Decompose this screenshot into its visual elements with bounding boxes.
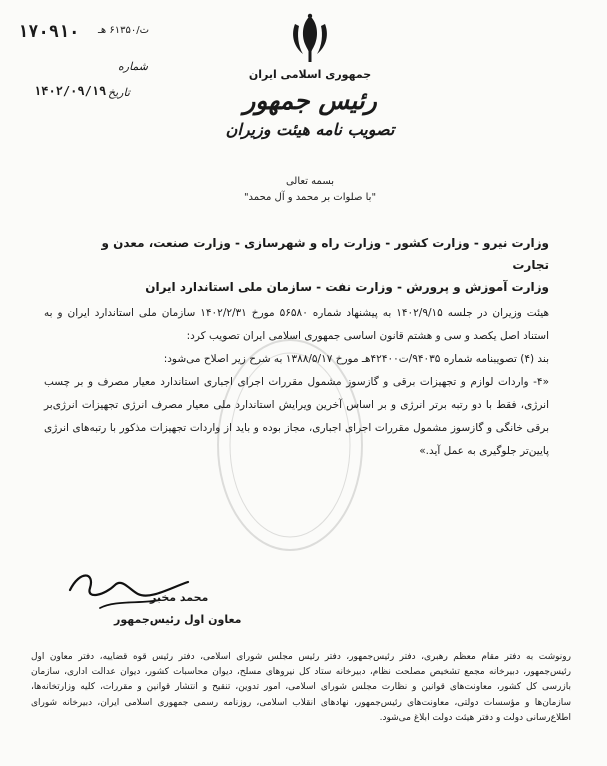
president-heading: رئیس جمهور bbox=[243, 86, 377, 115]
body-paragraph: «۴- واردات لوازم و تجهیزات برقی و گازسوز مشمول مقررات اجرای اجباری استاندارد معیار مصرف و بر چسب انرژی، فقط با دو رتبه برتر انرژی و بر اساس آخرین ویرایش استاندارد ملی معیار مصرف انرژی تجهیزات انرژی‌بر برقی خانگی و گازسوز مشمول مقررات اجرای اجباری، مجاز بوده و باید از واردات تجهیزات مذکور با رتبه‌های انرژی پایین‌تر جلوگیری به عمل آید.» bbox=[44, 376, 549, 457]
decree-body bbox=[44, 302, 549, 463]
body-paragraph: هیئت وزیران در جلسه ۱۴۰۲/۹/۱۵ به پیشنهاد شماره ۵۶۵۸۰ مورخ ۱۴۰۲/۲/۳۱ سازمان ملی استاندارد ایران و به استناد اصل یکصد و سی و هشتم قانون اساسی جمهوری اسلامی ایران تصویب کرد: bbox=[44, 307, 549, 342]
signatory-title: معاون اول رئیس‌جمهور bbox=[114, 613, 242, 626]
date-label: تاریخ bbox=[108, 86, 130, 99]
salawat: "با صلوات بر محمد و آل محمد" bbox=[243, 192, 377, 203]
iran-emblem-icon bbox=[289, 12, 331, 64]
recipients-line: وزارت آموزش و پرورش - وزارت نفت - سازمان ملی استاندارد ایران bbox=[145, 280, 549, 294]
decree-heading: تصویب نامه هیئت وزیران bbox=[225, 120, 395, 139]
recipients-line: وزارت نیرو - وزارت کشور - وزارت راه و شهرسازی - وزارت صنعت، معدن و تجارت bbox=[101, 236, 549, 272]
body-paragraph: بند (۴) تصویبنامه شماره ۹۴۰۳۵/ت۴۲۴۰۰هـ مورخ ۱۳۸۸/۵/۱۷ به شرح زیر اصلاح می‌شود: bbox=[163, 353, 549, 365]
letter-number: ۱۷۰۹۱۰ bbox=[18, 22, 80, 42]
signatory-name: محمد مخبر bbox=[150, 591, 209, 604]
letter-reference: ت/۶۱۳۵۰ هـ bbox=[98, 25, 150, 36]
republic-heading: جمهوری اسلامی ایران bbox=[248, 68, 372, 81]
recipients-block bbox=[69, 232, 549, 298]
number-label: شماره bbox=[118, 60, 149, 73]
basmala: بسمه تعالی bbox=[285, 176, 335, 187]
letter-date: ۱۴۰۲/۰۹/۱۹ bbox=[34, 84, 107, 98]
cc-list: رونوشت به دفتر مقام معظم رهبری، دفتر رئیس‌جمهور، دفتر رئیس مجلس شورای اسلامی، دفتر رئیس قوه قضاییه، دفتر معاون اول رئیس‌جمهور، دبیرخانه مجمع تشخیص مصلحت نظام، دبیرخانه ستاد کل نیروهای مسلح، دیوان محاسبات کشور، دیوان عدالت اداری، سازمان بازرسی کل کشور، معاونت‌های قوانین و نظارت مجلس شورای اسلامی، امور تدوین، تنقیح و انتشار قوانین و مقررات، کلیه وزارتخانه‌ها، سازمان‌ها و مؤسسات دولتی، معاونت‌های رئیس‌جمهور، نهادهای انقلاب اسلامی، روزنامه رسمی جمهوری اسلامی ایران، دبیرخانه شورای اطلاع‌رسانی دولت و دفتر هیئت دولت ابلاغ می‌شود. bbox=[31, 652, 571, 723]
